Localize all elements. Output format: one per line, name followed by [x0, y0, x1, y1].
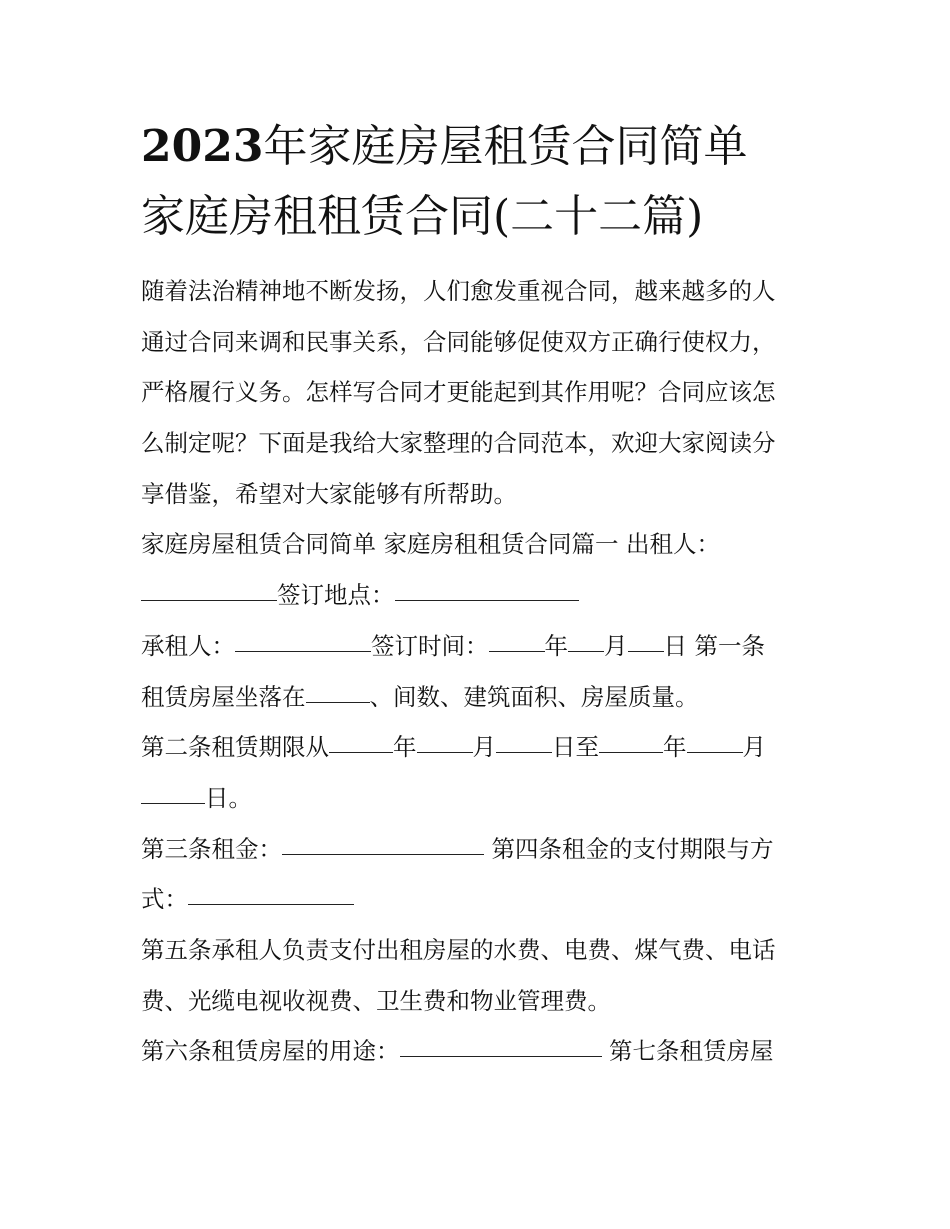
article1-line	[141, 672, 821, 723]
article2-line	[141, 722, 821, 773]
start-day-blank[interactable]	[496, 730, 552, 753]
intro-line: 么制定呢？下面是我给大家整理的合同范本，欢迎大家阅读分	[141, 429, 776, 458]
article4-text-a: 第四条租金的支付期限与方	[491, 834, 774, 863]
sign-day-blank[interactable]	[628, 629, 664, 652]
month-label: 月	[742, 733, 766, 762]
article4-line	[141, 874, 821, 925]
end-day-blank[interactable]	[141, 781, 205, 804]
day-label: 日	[663, 631, 687, 660]
title-line-1-rest: 年家庭房屋租赁合同简单	[263, 121, 748, 172]
title-year: 2023	[141, 121, 264, 172]
year-label: 年	[663, 733, 687, 762]
intro-line: 严格履行义务。怎样写合同才更能起到其作用呢？合同应该怎	[141, 378, 776, 407]
month-label: 月	[472, 733, 496, 762]
lessee-label: 承租人：	[141, 631, 235, 660]
year-label: 年	[393, 733, 417, 762]
article2-text-a: 第二条租赁期限从	[141, 733, 329, 762]
month-label: 月	[604, 631, 628, 660]
article2-end-line	[141, 773, 821, 824]
intro-paragraph	[141, 266, 821, 519]
title-line-1	[141, 112, 821, 182]
article5-line-2: 费、光缆电视收视费、卫生费和物业管理费。	[141, 986, 611, 1015]
usage-blank[interactable]	[400, 1034, 602, 1057]
sign-month-blank[interactable]	[568, 629, 604, 652]
sign-place-blank[interactable]	[395, 578, 579, 601]
start-month-blank[interactable]	[417, 730, 473, 753]
rent-blank[interactable]	[282, 832, 484, 855]
sign-time-label: 签订时间：	[371, 631, 489, 660]
lessee-blank[interactable]	[235, 629, 371, 652]
contract-heading-line: 家庭房屋租赁合同简单 家庭房租租赁合同篇一 出租人：	[141, 530, 720, 559]
intro-line: 通过合同来调和民事关系，合同能够促使双方正确行使权力，	[141, 327, 776, 356]
contract-section	[141, 519, 821, 1077]
article1-text-a: 租赁房屋坐落在	[141, 682, 306, 711]
document-body	[141, 266, 821, 1077]
article2-end: 日。	[205, 783, 252, 812]
article4-text-b: 式：	[141, 885, 188, 914]
end-year-blank[interactable]	[599, 730, 663, 753]
start-year-blank[interactable]	[329, 730, 393, 753]
sign-year-blank[interactable]	[489, 629, 545, 652]
sign-place-label: 签订地点：	[277, 581, 395, 610]
document-title	[141, 112, 821, 252]
payment-method-blank[interactable]	[188, 882, 354, 905]
article7-text: 第七条租赁房屋	[608, 1037, 774, 1066]
intro-line: 享借鉴，希望对大家能够有所帮助。	[141, 479, 517, 508]
document-page	[141, 112, 821, 1077]
article2-to: 日至	[552, 733, 599, 762]
article3-text: 第三条租金：	[141, 834, 282, 863]
article6-line	[141, 1026, 821, 1077]
article1-start: 第一条	[694, 631, 765, 660]
year-label: 年	[544, 631, 568, 660]
end-month-blank[interactable]	[687, 730, 743, 753]
title-line-2: 家庭房租租赁合同(二十二篇)	[141, 191, 704, 242]
article3-line	[141, 824, 821, 875]
article6-text: 第六条租赁房屋的用途：	[141, 1037, 400, 1066]
lessee-sign-time-line	[141, 621, 821, 672]
lessor-sign-place-line	[141, 570, 821, 621]
lessor-blank[interactable]	[141, 578, 277, 601]
article5-line-1: 第五条承租人负责支付出租房屋的水费、电费、煤气费、电话	[141, 935, 776, 964]
article1-text-b: 、间数、建筑面积、房屋质量。	[369, 682, 699, 711]
intro-line: 随着法治精神地不断发扬，人们愈发重视合同，越来越多的人	[141, 277, 776, 305]
location-blank[interactable]	[306, 680, 370, 703]
